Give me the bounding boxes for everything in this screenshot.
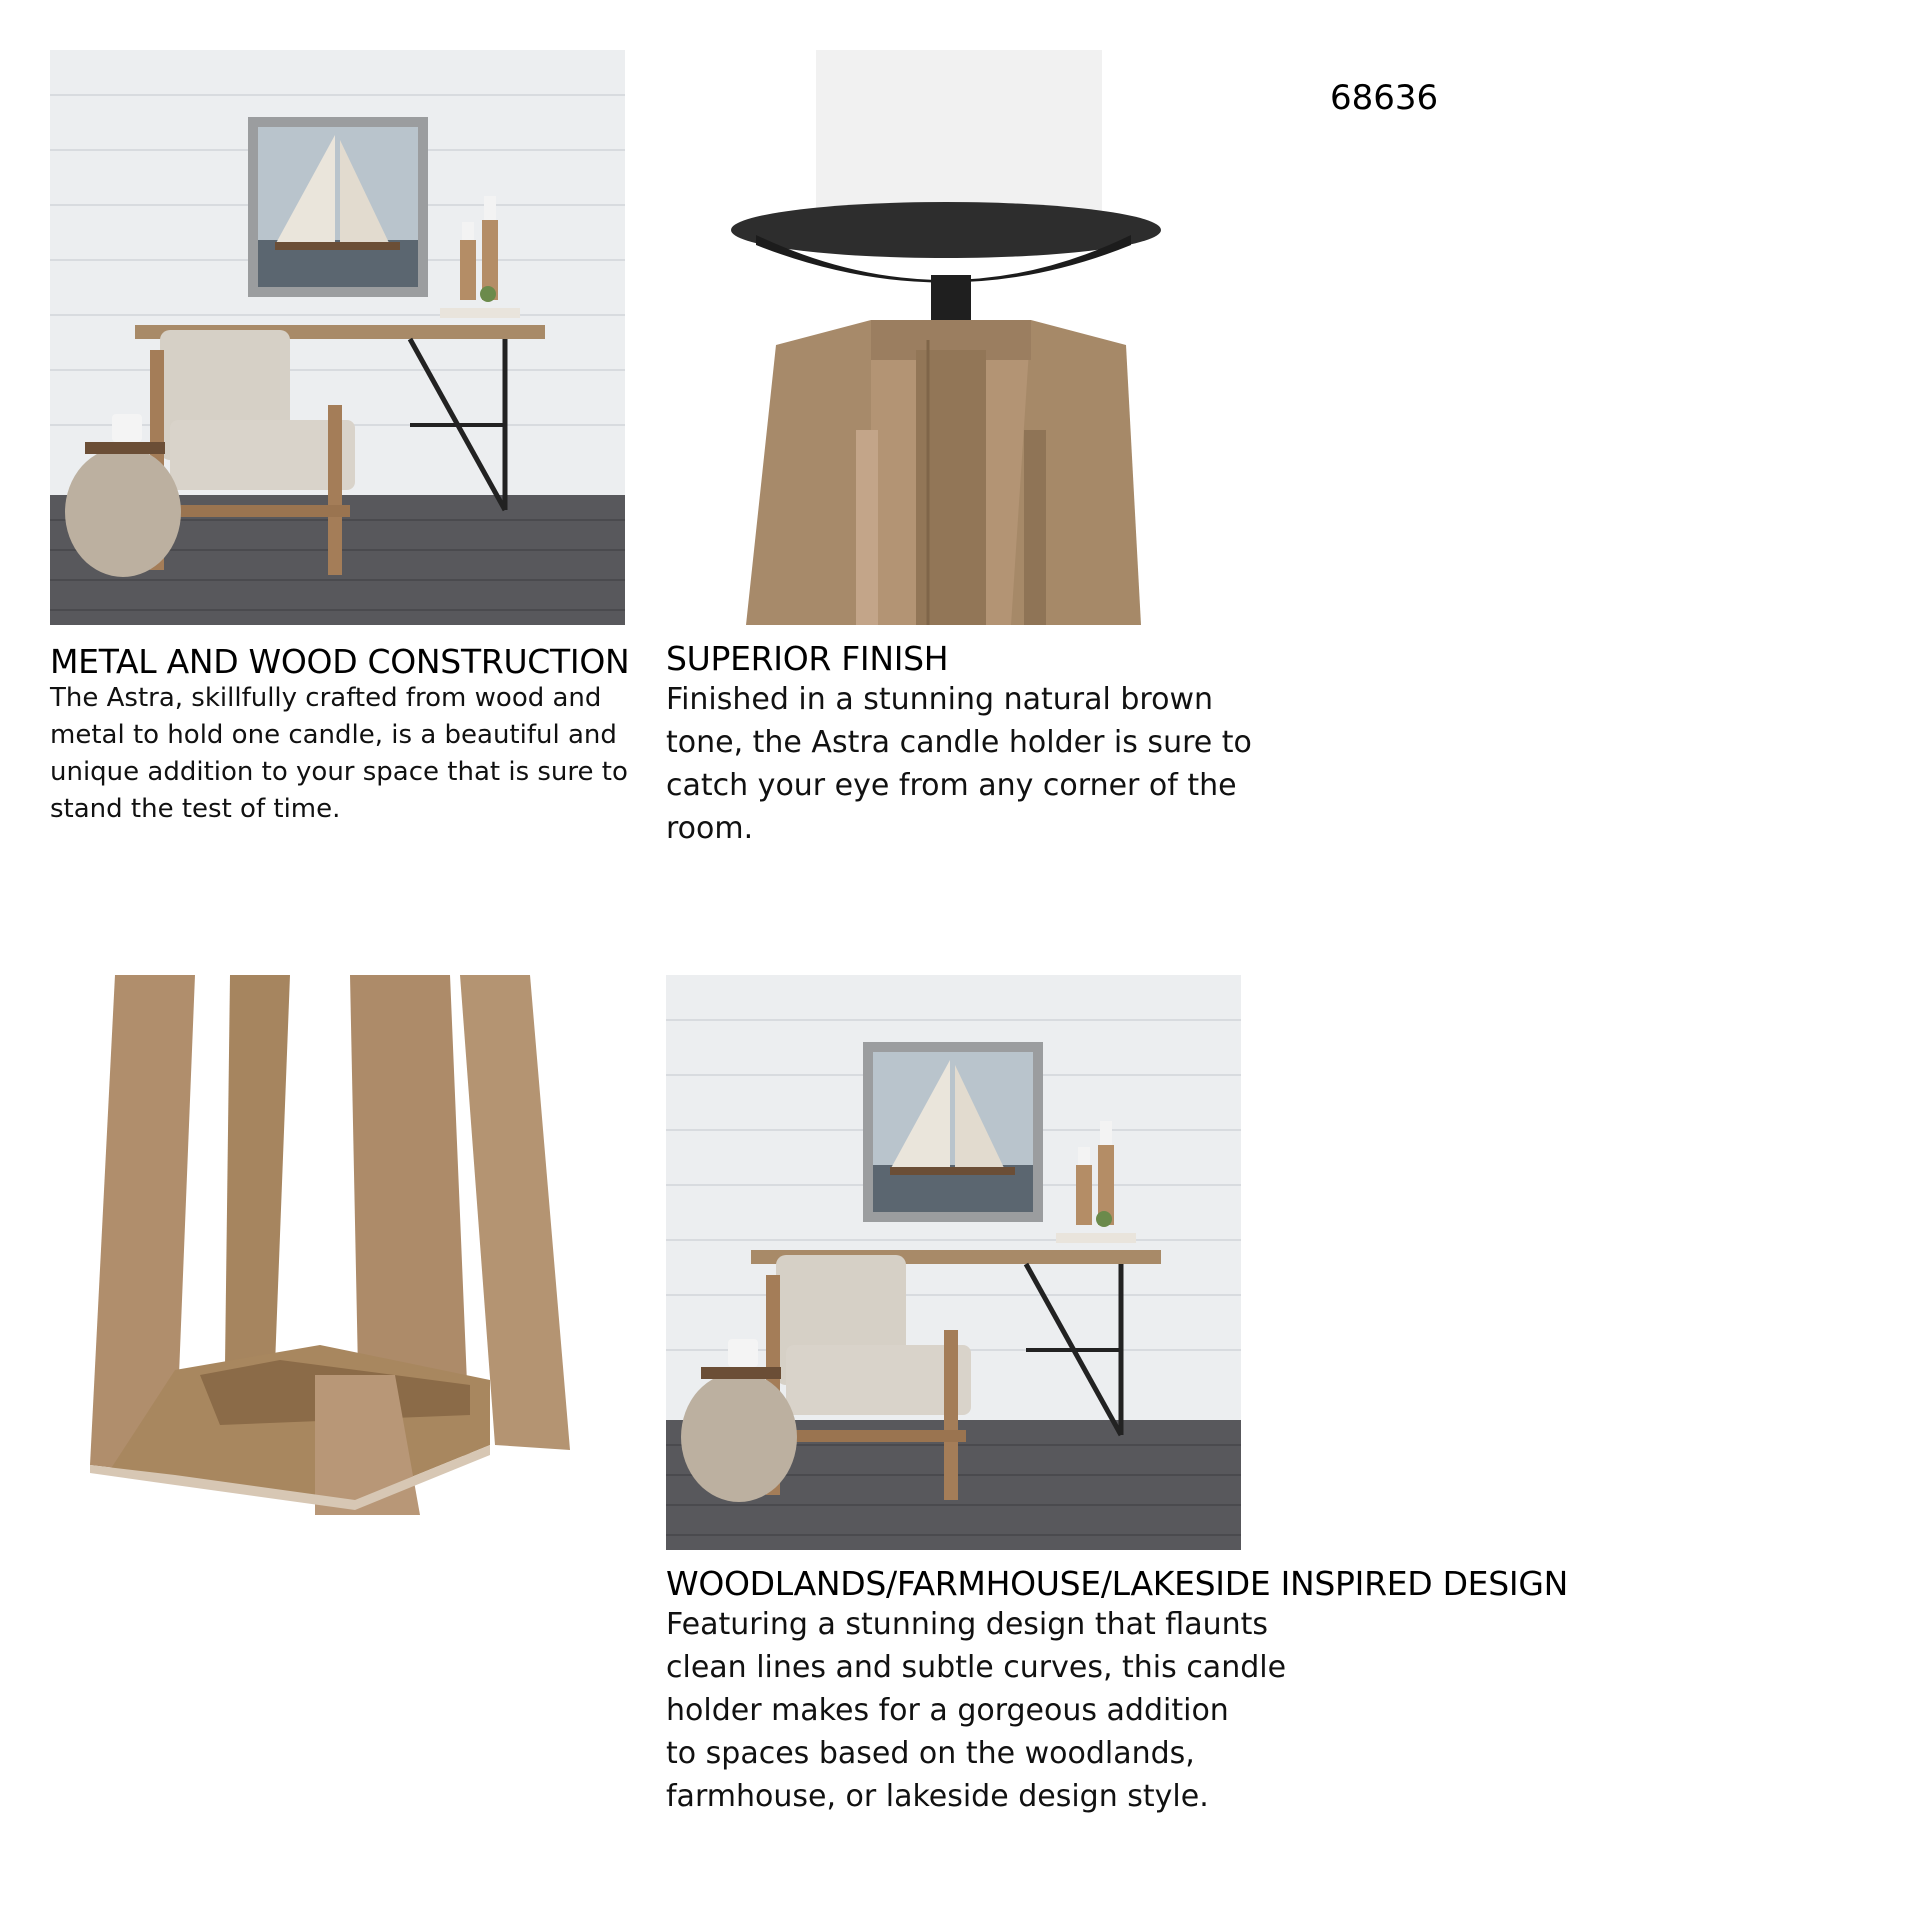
section-body-finish (666, 678, 1252, 850)
body-line: clean lines and subtle curves, this candle (666, 1650, 1287, 1685)
section-heading-construction: METAL AND WOOD CONSTRUCTION (50, 642, 630, 681)
body-line: unique addition to your space that is sure to (50, 757, 628, 787)
room-scene-illustration-2 (666, 975, 1241, 1550)
body-line: to spaces based on the woodlands, (666, 1736, 1195, 1771)
body-line: stand the test of time. (50, 794, 341, 824)
body-line: holder makes for a gorgeous addition (666, 1693, 1229, 1728)
room-scene-illustration (50, 50, 625, 625)
section-body-construction (50, 680, 628, 828)
candle-holder-top-illustration (666, 50, 1241, 625)
product-sku: 68636 (1330, 78, 1439, 118)
section-heading-finish: SUPERIOR FINISH (666, 639, 949, 678)
room-scene-photo-2 (666, 975, 1241, 1550)
body-line: room. (666, 811, 754, 846)
body-line: metal to hold one candle, is a beautiful and (50, 720, 617, 750)
body-line: farmhouse, or lakeside design style. (666, 1779, 1209, 1814)
room-scene-photo (50, 50, 625, 625)
body-line: Featuring a stunning design that flaunts (666, 1607, 1268, 1642)
body-line: Finished in a stunning natural brown (666, 682, 1213, 717)
candle-holder-base-photo (50, 975, 625, 1550)
body-line: The Astra, skillfully crafted from wood and (50, 683, 602, 713)
section-body-design (666, 1603, 1286, 1818)
body-line: catch your eye from any corner of the (666, 768, 1237, 803)
body-line: tone, the Astra candle holder is sure to (666, 725, 1252, 760)
candle-holder-base-illustration (50, 975, 625, 1550)
section-heading-design: WOODLANDS/FARMHOUSE/LAKESIDE INSPIRED DESIGN (666, 1564, 1568, 1603)
candle-holder-top-photo (666, 50, 1241, 625)
